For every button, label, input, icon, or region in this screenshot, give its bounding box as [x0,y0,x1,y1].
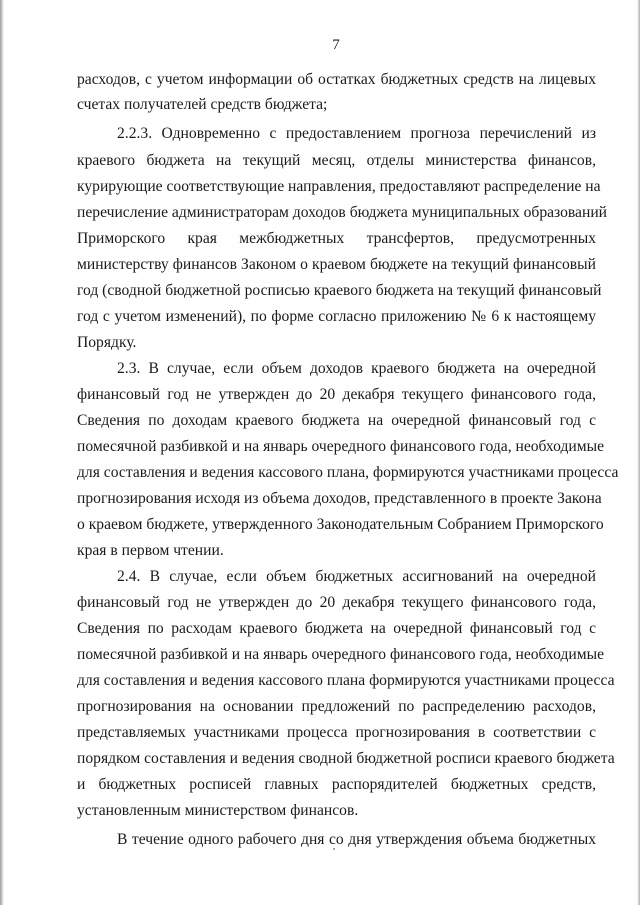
text-line: о краевом бюджете, утвержденного Законодательным Собранием Приморского [77,516,604,533]
text-line: края в первом чтении. [77,542,224,559]
text-line: 2.3. В случае, если объем доходов краевого бюджета на очередной [117,360,596,377]
text-line: год с учетом изменений), по форме согласно приложению № 6 к настоящему [77,308,596,325]
text-line: Сведения по доходам краевого бюджета на очередной финансовый год с [77,412,596,429]
text-line: счетах получателей средств бюджета; [77,96,328,113]
page-number: 7 [332,37,340,53]
text-line: финансовый год не утвержден до 20 декабря текущего финансового года, [77,386,596,403]
text-line: расходов, с учетом информации об остатках бюджетных средств на лицевых [77,71,596,88]
text-line: для составления и ведения кассового плана, формируются участниками процесса [77,464,619,481]
text-line: Порядку. [77,334,137,351]
text-line: год (сводной бюджетной росписью краевого бюджета на текущий финансовый [77,282,602,299]
text-line: перечисление администраторам доходов бюджета муниципальных образований [77,204,608,221]
text-line: курирующие соответствующие направления, предоставляют распределение на [77,178,601,195]
text-line: помесячной разбивкой и на январь очередного финансового года, необходимые [77,438,604,455]
text-line: 2.4. В случае, если объем бюджетных ассигнований на очередной [117,568,596,585]
text-line: В течение одного рабочего дня со дня утверждения объема бюджетных [117,831,596,848]
text-line: представляемых участниками процесса прогнозирования в соответствии с [77,724,596,741]
text-line: прогнозирования на основании предложений по распределению расходов, [77,698,596,715]
text-line: порядком составления и ведения сводной бюджетной росписи краевого бюджета [77,750,615,767]
text-line: и бюджетных росписей главных распорядителей бюджетных средств, [77,776,596,793]
text-line: помесячной разбивкой и на январь очередного финансового года, необходимые [77,646,604,663]
text-line: финансовый год не утвержден до 20 декабря текущего финансового года, [77,594,596,611]
scan-speck [333,848,335,850]
text-line: 2.2.3. Одновременно с предоставлением прогноза перечислений из [117,125,596,142]
scan-edge-left [0,0,4,905]
text-line: Приморского края межбюджетных трансфертов, предусмотренных [77,230,596,247]
text-line: министерству финансов Законом о краевом бюджете на текущий финансовый [77,256,596,273]
text-line: Сведения по расходам краевого бюджета на очередной финансовый год с [77,620,596,637]
text-line: прогнозирования исходя из объема доходов, представленного в проекте Закона [77,490,602,507]
text-line: для составления и ведения кассового плана формируются участниками процесса [77,672,615,689]
text-line: краевого бюджета на текущий месяц, отделы министерства финансов, [77,152,596,169]
text-line: установленным министерством финансов. [77,802,359,819]
